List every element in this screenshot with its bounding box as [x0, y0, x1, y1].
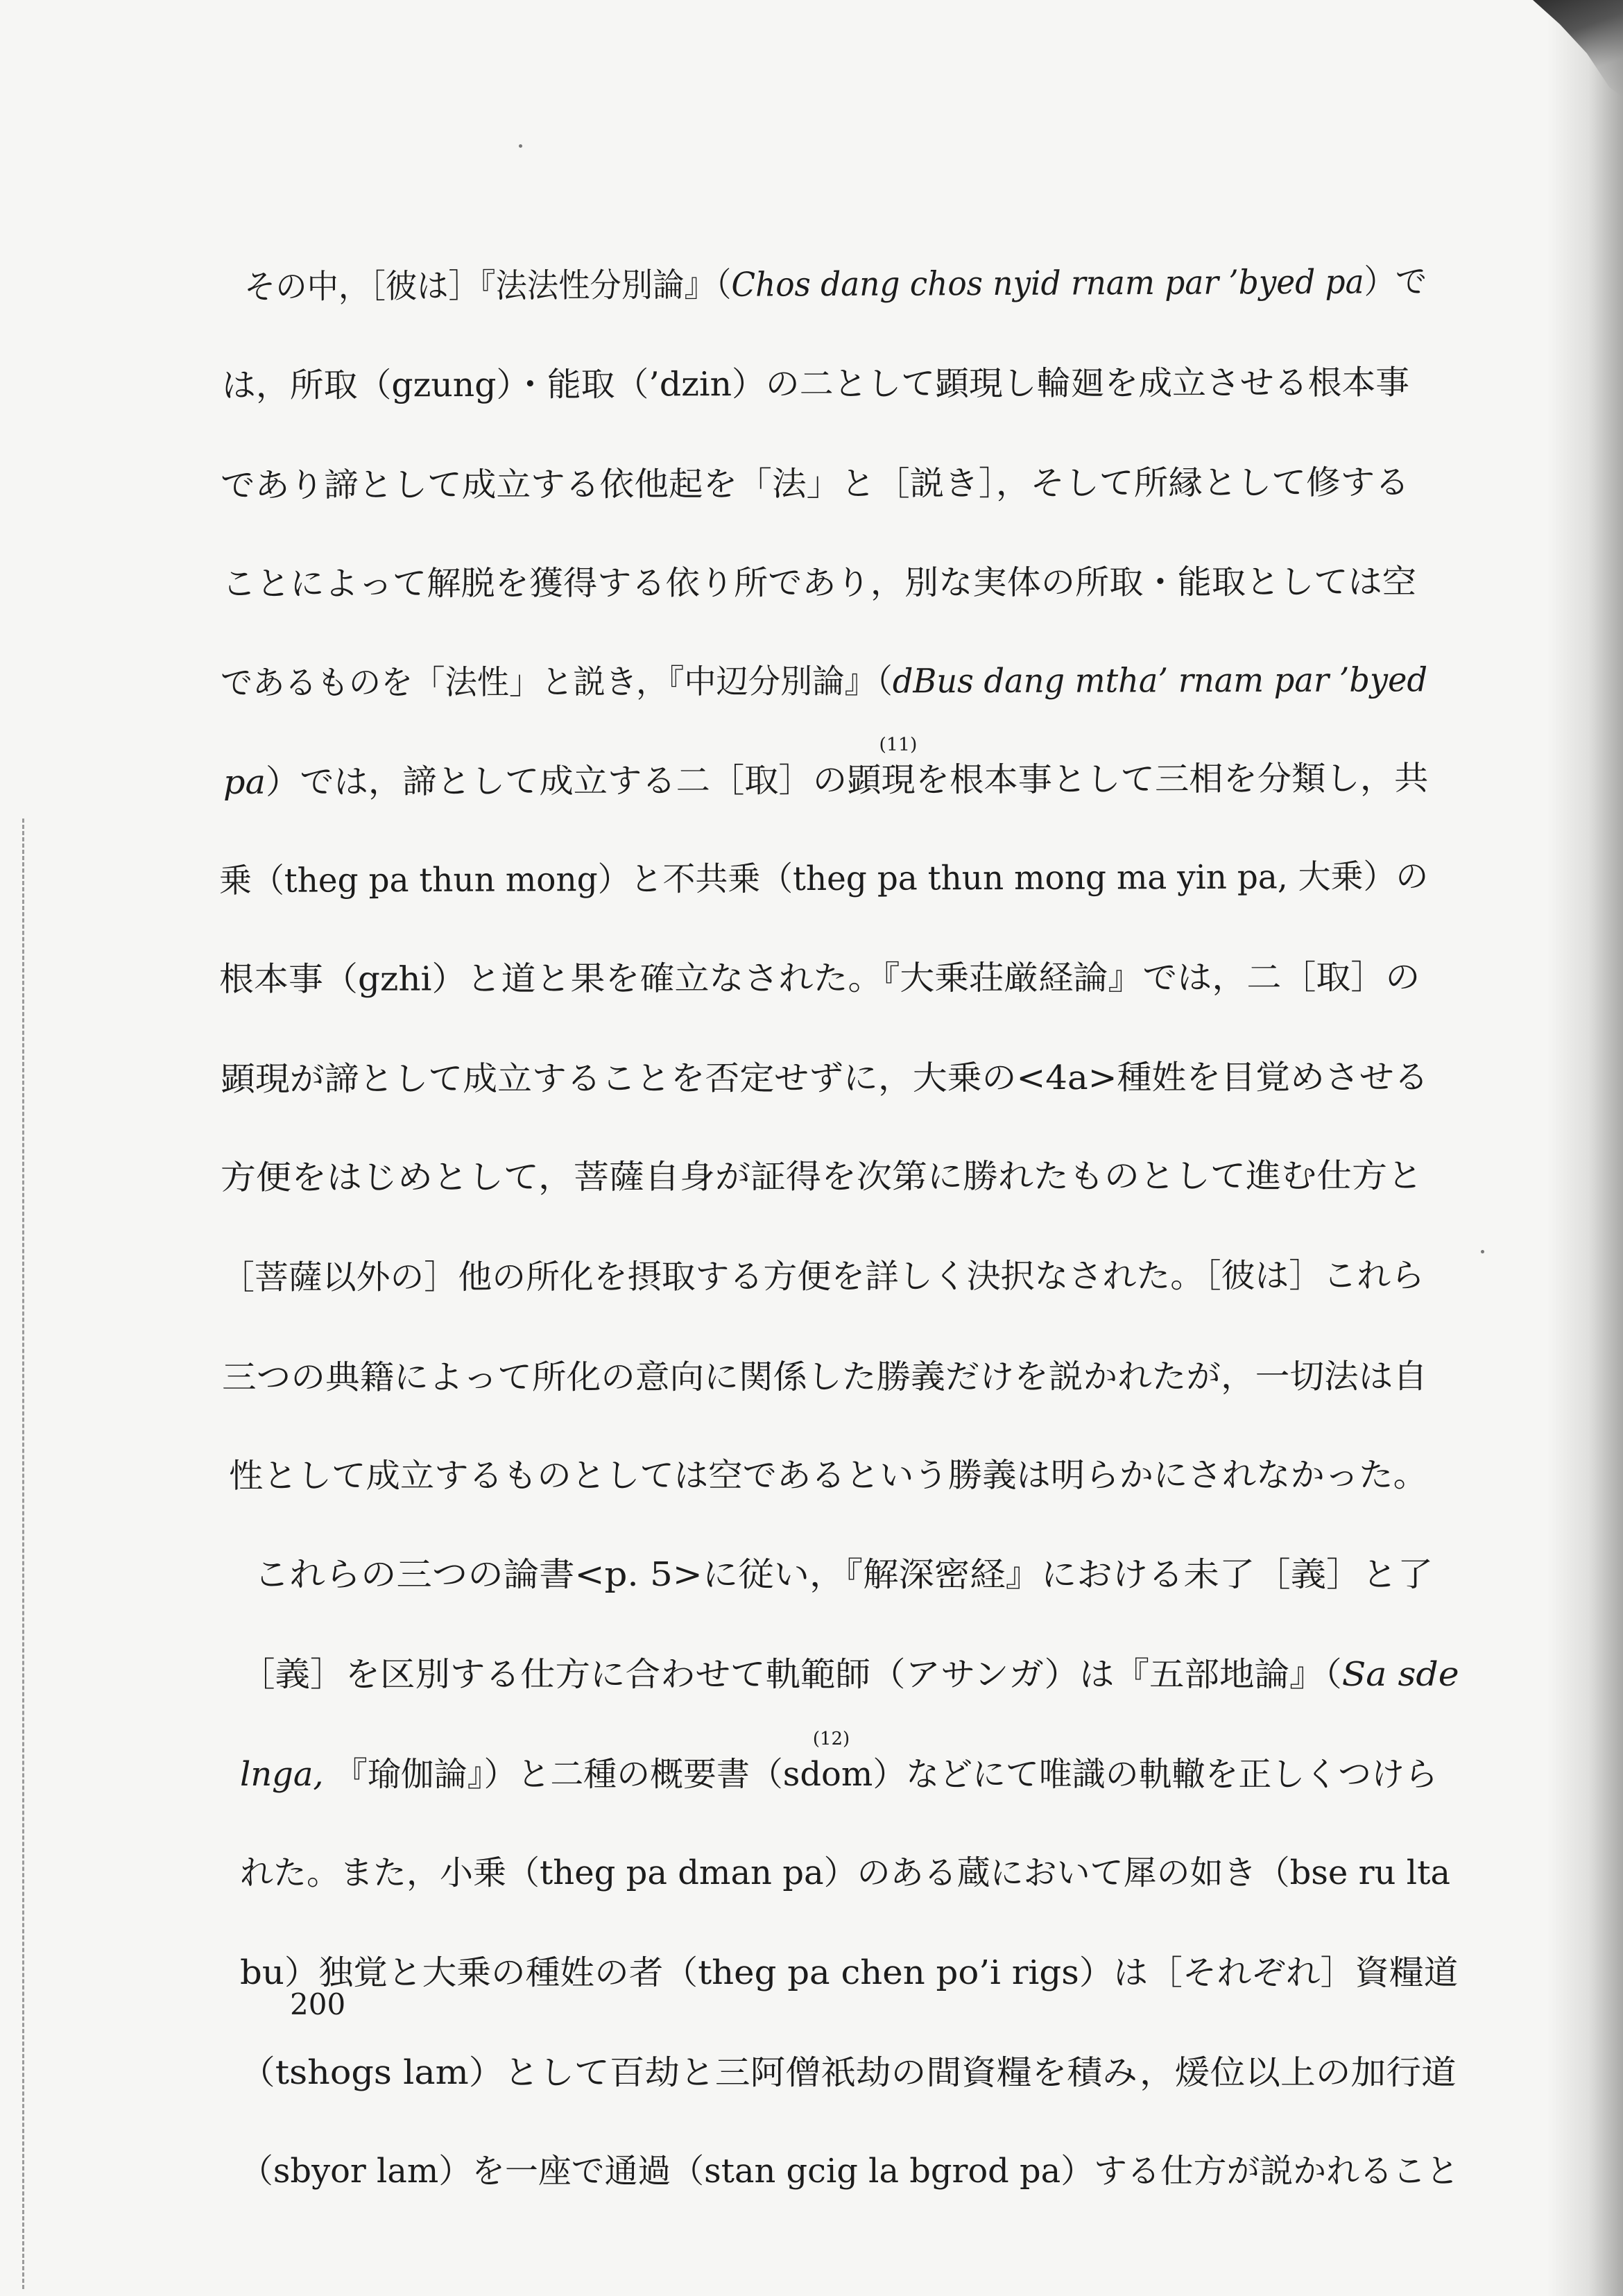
fold-line: [22, 819, 24, 2289]
text-segment: ）で: [1364, 262, 1427, 302]
text-segment: 三つの典籍によって所化の意向に関係した勝義だけを説かれたが，一切法は自: [221, 1357, 1428, 1397]
text-line: [221, 1155, 1423, 1199]
text-line: [240, 2150, 1459, 2192]
text-segment: 根本事（gzhi）と道と果を確立なされた。『大乗荘厳経論』では，二［取］の: [218, 958, 1420, 999]
footnote-anchor: [879, 734, 918, 801]
anchor-text: o: [821, 1755, 841, 1794]
italic-title: Sa sde: [1341, 1655, 1459, 1694]
text-line: [222, 1356, 1427, 1398]
italic-title: pa: [223, 762, 266, 802]
scan-speck: [1481, 1250, 1484, 1253]
text-segment: れた。また，小乗（theg pa dman pa）のある蔵において犀の如き（bse ru lta: [240, 1853, 1450, 1892]
text-segment: （sbyor lam）を一座で通過（stan gcig la bgrod pa）する仕方が説かれること: [240, 2152, 1459, 2191]
text-segment: 性として成立するものとしては空であるという勝義は明らかにされなかった。: [228, 1455, 1428, 1496]
text-line: [219, 957, 1420, 1000]
text-segment: ）では，諦として成立する二［取］の顕: [265, 760, 882, 802]
text-line: [229, 1455, 1427, 1497]
text-segment: bu）独覚と大乗の種姓の者（theg pa chen po’i rigs）は［それぞれ］資糧道: [240, 1953, 1459, 1992]
text-line: [221, 659, 1427, 704]
text-segment: m）などにて唯識の軌轍を正しくつけら: [841, 1755, 1438, 1794]
text-line: [240, 1852, 1450, 1894]
footnote-anchor: [812, 1729, 850, 1795]
text-segment: （tshogs lam）として百劫と三阿僧祇劫の間資糧を積み，煖位以上の加行道: [240, 2053, 1457, 2092]
text-segment: 顕現が諦として成立することを否定せずに，大乗の<4a>種姓を目覚めさせる: [220, 1058, 1429, 1099]
italic-title: dBus dang mtha’ rnam par ’byed: [892, 660, 1428, 701]
text-segment: ［義］を区別する仕方に合わせて軌範師（アサンガ）は『五部地論』（: [240, 1655, 1342, 1694]
text-line: [244, 261, 1427, 308]
text-segment: これらの三つの論書<p. 5>に従い，『解深密経』における未了［義］と了: [254, 1555, 1434, 1594]
text-line: [221, 462, 1409, 506]
text-segment: 『瑜伽論』）と二種の概要書（sd: [323, 1755, 822, 1794]
text-segment: は，所取（gzung）・能取（’dzin）の二として顕現し輪廻を成立させる根本事: [221, 363, 1410, 405]
text-line: [222, 362, 1409, 406]
binding-shadow: [1547, 0, 1623, 2296]
page-number: 200: [290, 1987, 346, 2021]
text-line: [240, 2052, 1457, 2093]
text-line: [240, 1952, 1458, 1994]
text-line: [240, 1654, 1459, 1695]
italic-title: Chos dang chos nyid rnam par ’byed pa: [731, 262, 1364, 305]
anchor-text: 現: [881, 760, 916, 800]
italic-title: lnga,: [240, 1755, 324, 1794]
text-line: [221, 1056, 1429, 1100]
text-segment: 乗（theg pa thun mong）と不共乗（theg pa thun mong ma yin pa, 大乗）の: [218, 857, 1429, 900]
text-line: [219, 856, 1428, 902]
text-segment: その中，［彼は］『法法性分別論』（: [243, 265, 732, 307]
text-line: [221, 1255, 1425, 1299]
text-segment: ことによって解脱を獲得する依り所であり，別な実体の所取・能取としては空: [221, 563, 1417, 603]
text-segment: ［菩薩以外の］他の所化を摂取する方便を詳しく決択なされた。［彼は］これら: [220, 1256, 1425, 1297]
text-line: [240, 1729, 1438, 1795]
text-line: [223, 734, 1429, 803]
text-segment: であるものを「法性」と説き，『中辺分別論』（: [220, 662, 893, 703]
note-ref: (11): [879, 734, 918, 755]
text-segment: であり諦として成立する依他起を「法」と［説き］，そして所縁として修する: [220, 463, 1410, 505]
text-segment: を根本事として三相を分類し，共: [915, 759, 1429, 800]
scan-speck: [519, 144, 522, 148]
text-line: [254, 1554, 1433, 1595]
text-segment: 方便をはじめとして，菩薩自身が証得を次第に勝れたものとして進む仕方と: [220, 1156, 1423, 1197]
note-ref: (12): [812, 1729, 850, 1749]
text-line: [222, 561, 1416, 605]
